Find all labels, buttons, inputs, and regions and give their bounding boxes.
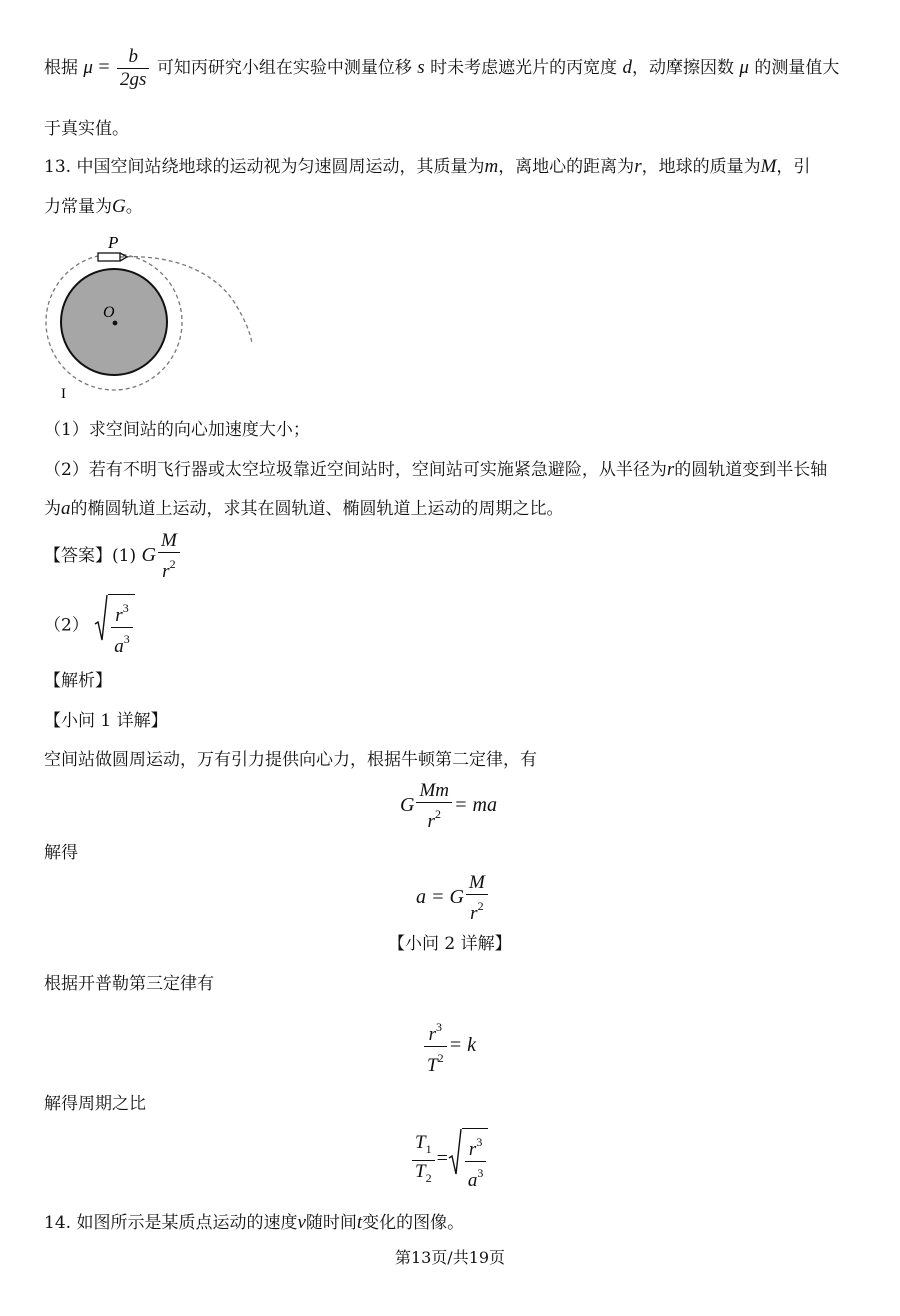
eq4-denominator xyxy=(412,1161,435,1189)
var-a: a xyxy=(61,498,71,519)
eq4-numerator xyxy=(412,1132,435,1161)
label-o: O xyxy=(103,304,115,321)
var-G: G xyxy=(112,196,126,217)
answer2-sqrt xyxy=(94,594,135,658)
fraction-denominator: 2gs xyxy=(120,69,147,90)
eq2-lhs: a = G xyxy=(416,886,464,908)
eq4-sqrt-den-exp: 3 xyxy=(477,1166,484,1180)
eq4-sqrt-numerator xyxy=(465,1131,487,1162)
answer1-fraction xyxy=(158,530,180,583)
eq3-num-exp: 3 xyxy=(435,1020,442,1034)
intro-line-2: 于真实值。 xyxy=(44,119,129,139)
equation-2 xyxy=(416,872,490,925)
answer2-fraction xyxy=(111,597,133,658)
eq4-num-T: T xyxy=(415,1131,426,1153)
part2-text: 根据开普勒第三定律有 xyxy=(44,974,214,994)
fraction-numerator: b xyxy=(117,46,149,69)
eq2-den-r: r xyxy=(470,903,478,924)
intro-text-d: 的测量值大 xyxy=(754,58,840,78)
answer1-numerator: M xyxy=(158,530,180,553)
eq3-num-r: r xyxy=(428,1024,436,1045)
answer-2 xyxy=(44,594,135,658)
space-station-marker xyxy=(98,253,120,261)
var-m: m xyxy=(484,156,499,177)
answer1-denominator xyxy=(158,553,180,583)
q13-sub2-text-a: （2）若有不明飞行器或太空垃圾靠近空间站时，空间站可实施紧急避险，从半径为 xyxy=(44,460,667,480)
q14-text-a: 如图所示是某质点运动的速度 xyxy=(76,1213,298,1233)
q13-sub2-text-b: 的圆轨道变到半长轴 xyxy=(674,460,828,480)
answer-label: 【答案】(1) xyxy=(44,546,137,566)
eq4-sqrt-num-r: r xyxy=(468,1139,477,1160)
equation-4 xyxy=(410,1128,488,1192)
var-v: v xyxy=(297,1212,306,1233)
q14-text-b: 随时间 xyxy=(305,1213,357,1233)
q13-sub-2 xyxy=(44,459,827,481)
part1-text: 空间站做圆周运动，万有引力提供向心力，根据牛顿第二定律，有 xyxy=(44,750,537,770)
answer1-exp: 2 xyxy=(169,557,176,571)
eq4-sqrt-den-a: a xyxy=(467,1170,478,1191)
eq1-exp: 2 xyxy=(434,807,441,821)
answer2-label: （2） xyxy=(44,615,89,636)
var-M: M xyxy=(760,156,777,177)
answer2-denominator xyxy=(111,628,133,658)
orbit-figure xyxy=(40,230,270,405)
q13-line-2 xyxy=(44,196,143,218)
part2-title: 【小问 2 详解】 xyxy=(388,934,512,954)
eq4-sqrt-fraction xyxy=(465,1131,487,1192)
eq1-rhs: = ma xyxy=(454,794,497,816)
eq2-fraction xyxy=(466,872,488,925)
eq4-sqrt-denominator xyxy=(465,1162,487,1192)
eq4-sqrt-num-exp: 3 xyxy=(476,1135,483,1149)
page-footer: 第13页/共19页 xyxy=(394,1248,506,1267)
equation-1 xyxy=(400,780,497,833)
eq3-rhs: = k xyxy=(448,1034,476,1056)
eq1-denominator xyxy=(416,803,452,833)
intro-text-c: ，动摩擦因数 xyxy=(631,58,734,78)
q13-text-d: ，引 xyxy=(776,157,811,177)
equals-sign: = xyxy=(98,56,110,78)
analysis-label: 【解析】 xyxy=(44,671,112,691)
q13-text-f: 。 xyxy=(125,197,143,217)
eq3-den-T: T xyxy=(427,1055,438,1076)
var-r: r xyxy=(634,156,642,177)
eq3-denominator xyxy=(424,1047,447,1077)
eq4-num-sub: 1 xyxy=(425,1141,432,1156)
q13-sub3-text-a: 为 xyxy=(44,499,61,519)
radical-sign-icon xyxy=(94,594,108,644)
q14-text-c: 变化的图像。 xyxy=(362,1213,465,1233)
answer-1 xyxy=(44,530,182,583)
ratio-text: 解得周期之比 xyxy=(44,1094,146,1114)
eq4-sqrt xyxy=(448,1128,489,1192)
var-t: t xyxy=(356,1212,363,1233)
solve-label: 解得 xyxy=(44,843,78,863)
q13-number: 13. xyxy=(44,157,72,177)
part1-title: 【小问 1 详解】 xyxy=(44,711,168,731)
answer2-den-exp: 3 xyxy=(123,632,130,646)
eq1-G: G xyxy=(400,794,415,816)
eq4-den-sub: 2 xyxy=(425,1170,432,1185)
q13-text-e: 力常量为 xyxy=(44,197,112,217)
eq1-fraction xyxy=(416,780,452,833)
mu-symbol-2: μ xyxy=(739,57,749,78)
var-r-2: r xyxy=(666,459,675,480)
eq2-denominator xyxy=(466,895,488,925)
radical-sign-icon-2 xyxy=(448,1128,462,1178)
eq4-den-T: T xyxy=(415,1160,426,1182)
q13-sub-1: （1）求空间站的向心加速度大小； xyxy=(44,420,310,440)
q13-text-b: ，离地心的距离为 xyxy=(498,157,635,177)
label-p: P xyxy=(108,233,119,252)
intro-text-b: 时未考虑遮光片的丙宽度 xyxy=(430,58,618,78)
eq1-den-r: r xyxy=(427,811,435,832)
q13-sub3-text-b: 的椭圆轨道上运动，求其在圆轨道、椭圆轨道上运动的周期之比。 xyxy=(70,499,564,519)
var-s: s xyxy=(417,57,425,78)
q13-text-c: ，地球的质量为 xyxy=(641,157,761,177)
q13-sub-3 xyxy=(44,498,564,520)
intro-lead: 根据 xyxy=(44,58,78,78)
q13-text-a: 中国空间站绕地球的运动视为匀速圆周运动，其质量为 xyxy=(76,157,485,177)
answer1-den-r: r xyxy=(162,561,170,582)
label-i: I xyxy=(61,386,66,402)
q13-line-1 xyxy=(44,156,810,178)
eq3-numerator xyxy=(424,1016,447,1047)
answer2-den-a: a xyxy=(114,636,124,657)
b-over-2gs-fraction xyxy=(117,46,149,91)
q14-number: 14. xyxy=(44,1213,72,1233)
answer2-num-exp: 3 xyxy=(122,601,129,615)
answer2-numerator xyxy=(111,597,133,628)
eq4-fraction xyxy=(412,1132,435,1189)
eq2-exp: 2 xyxy=(477,899,484,913)
answer2-num-r: r xyxy=(115,605,123,626)
eq2-numerator: M xyxy=(466,872,488,895)
var-d: d xyxy=(622,57,632,78)
eq3-den-exp: 2 xyxy=(437,1051,444,1065)
eq3-fraction xyxy=(424,1016,447,1077)
q14-line xyxy=(44,1212,464,1234)
eq1-numerator: Mm xyxy=(416,780,452,803)
answer1-G: G xyxy=(141,544,156,566)
intro-line-1 xyxy=(44,46,839,91)
center-dot xyxy=(113,321,118,326)
eq4-equals: = xyxy=(436,1147,448,1170)
intro-text-a: 可知丙研究小组在实验中测量位移 xyxy=(156,58,412,78)
mu-symbol: μ xyxy=(83,57,93,78)
equation-3 xyxy=(422,1016,476,1077)
